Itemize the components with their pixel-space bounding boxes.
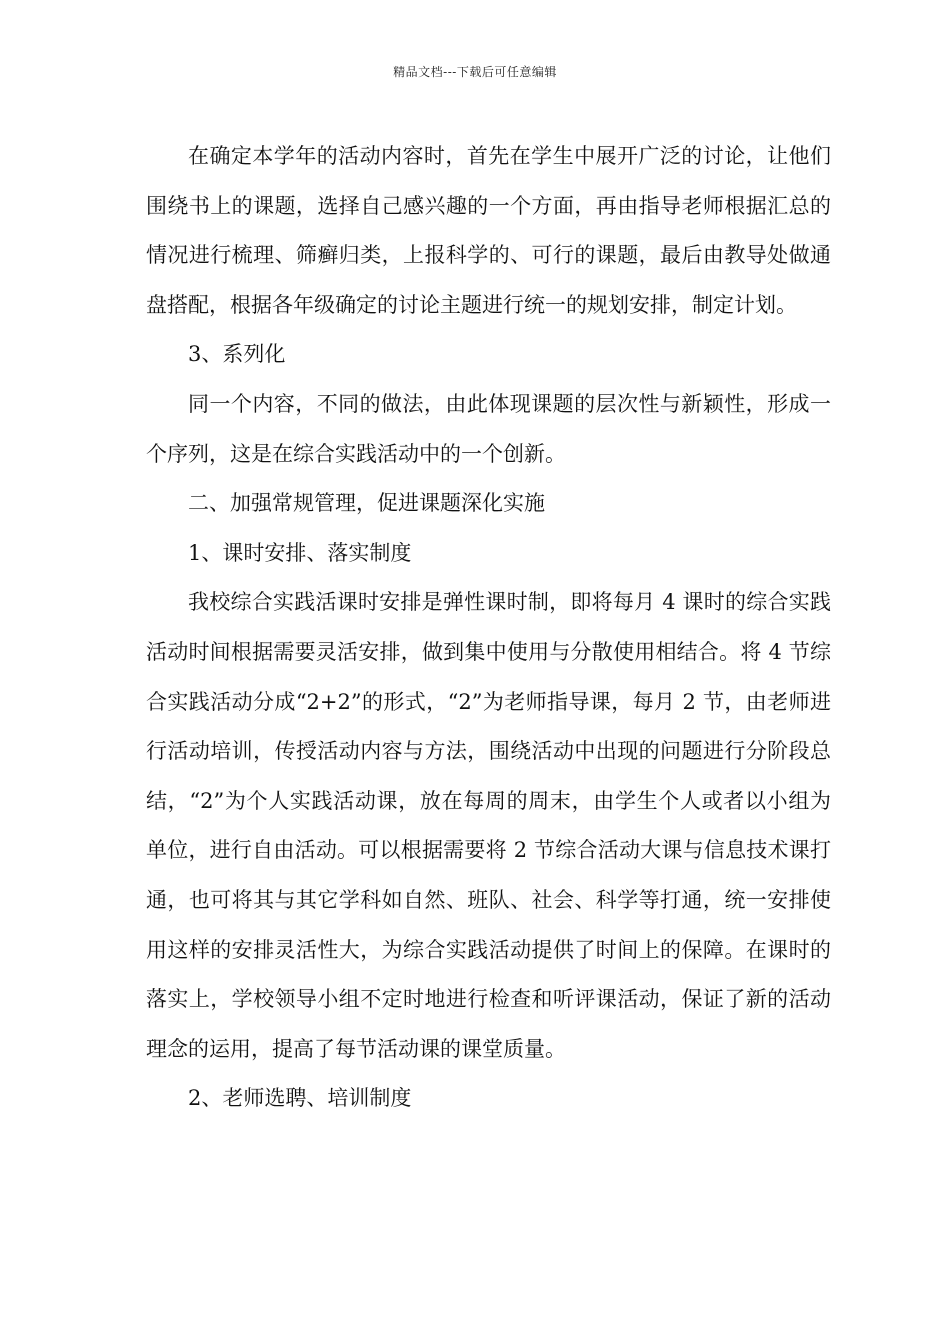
heading-serialization: 3、系列化 xyxy=(188,342,286,367)
paragraph-class-hours: 我校综合实践活课时安排是弹性课时制，即将每月 4 课时的综合实践活动时间根据需要灵活安排，做到集中使用与分散使用相结合。将 4 节综合实践活动分成“2+2”的形式，“2”为老师指导课，每月 2 节，由老师进行活动培训，传授活动内容与方法，围绕活动中出现的问题进行分阶段总结，“2”为个人实践活动课，放在每周的周末，由学生个人或者以小组为单位，进行自由活动。可以根据需要将 2 节综合活动大课与信息技术课打通，也可将其与其它学科如自然、班队、社会、科学等打通，统一安排使用这样的安排灵活性大，为综合实践活动提供了时间上的保障。在课时的落实上，学校领导小组不定时地进行检查和听评课活动，保证了新的活动理念的运用，提高了每节活动课的课堂质量。 xyxy=(146,590,831,1061)
paragraph-serialization: 同一个内容，不同的做法，由此体现课题的层次性与新颖性，形成一个序列，这是在综合实践活动中的一个创新。 xyxy=(146,391,831,466)
paragraph-topic-selection: 在确定本学年的活动内容时，首先在学生中展开广泛的讨论，让他们围绕书上的课题，选择自己感兴趣的一个方面，再由指导老师根据汇总的情况进行梳理、筛癣归类，上报科学的、可行的课题，最后由教导处做通盘搭配，根据各年级确定的讨论主题进行统一的规划安排，制定计划。 xyxy=(146,144,831,317)
document-body xyxy=(146,132,831,1124)
heading-class-hours: 1、课时安排、落实制度 xyxy=(188,540,412,565)
page-header: 精品文档---下载后可任意编辑 xyxy=(393,65,557,79)
heading-teacher-training: 2、老师选聘、培训制度 xyxy=(188,1086,412,1111)
heading-routine-management: 二、加强常规管理，促进课题深化实施 xyxy=(188,491,545,516)
